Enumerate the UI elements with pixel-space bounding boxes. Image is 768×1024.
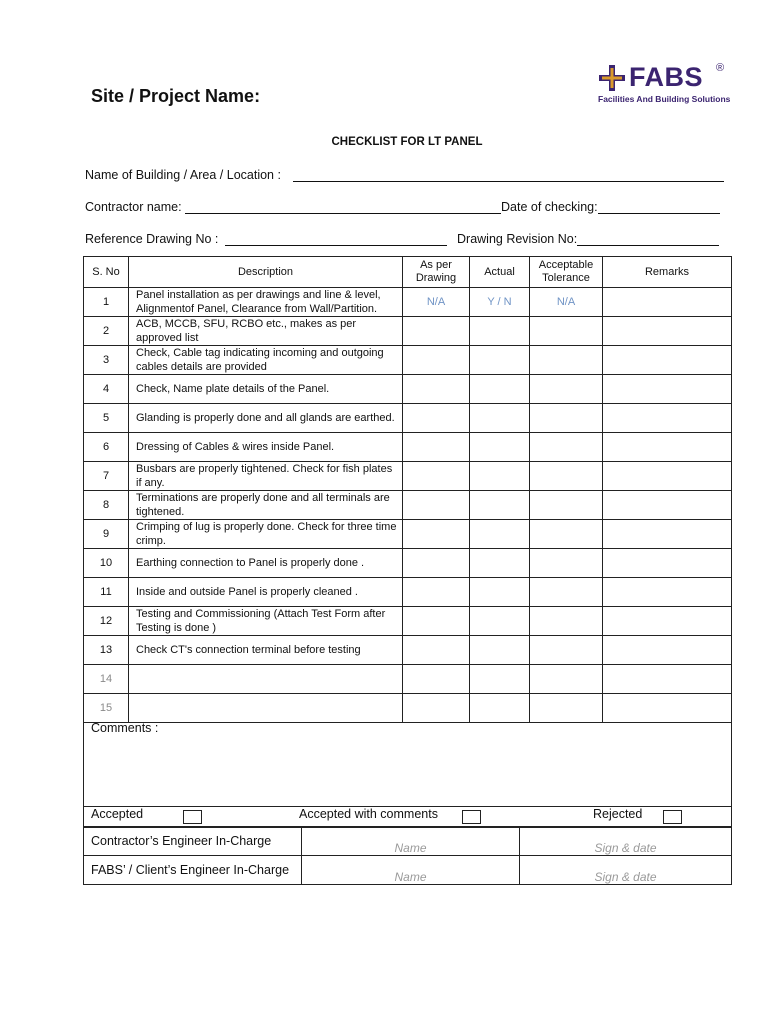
cell-remarks[interactable] [603,665,732,694]
cell-description: Check, Name plate details of the Panel. [129,375,403,404]
cell-as-per-drawing[interactable] [403,346,470,375]
cell-tolerance[interactable] [530,375,603,404]
cell-remarks[interactable] [603,694,732,723]
cell-as-per-drawing[interactable] [403,433,470,462]
cell-as-per-drawing[interactable] [403,578,470,607]
cell-sno: 3 [84,346,129,375]
checklist-table [83,256,732,723]
cell-actual[interactable] [470,404,530,433]
cell-description: Check, Cable tag indicating incoming and outgoing cables details are provided [129,346,403,375]
cell-actual[interactable] [470,694,530,723]
cell-description: Busbars are properly tightened. Check for fish plates if any. [129,462,403,491]
table-row [84,578,732,607]
reference-drawing-field[interactable] [225,245,447,246]
cell-actual[interactable] [470,665,530,694]
cell-actual[interactable] [470,607,530,636]
table-row [84,375,732,404]
cell-sno: 2 [84,317,129,346]
cell-actual[interactable] [470,578,530,607]
cell-sno: 14 [84,665,129,694]
accepted-with-comments-checkbox[interactable] [462,810,481,824]
reference-drawing-label: Reference Drawing No : [85,232,219,246]
cell-actual[interactable] [470,491,530,520]
cell-sno: 5 [84,404,129,433]
cell-actual[interactable] [470,462,530,491]
cell-as-per-drawing[interactable] [403,694,470,723]
signoff-role: Contractor’s Engineer In-Charge [84,827,302,856]
cell-description: ACB, MCCB, SFU, RCBO etc., makes as per approved list [129,317,403,346]
table-row [84,317,732,346]
signoff-sign-date-field[interactable]: Sign & date [520,827,732,856]
cell-remarks[interactable] [603,520,732,549]
cell-tolerance[interactable] [530,578,603,607]
cell-tolerance[interactable] [530,694,603,723]
cell-description: Earthing connection to Panel is properly done . [129,549,403,578]
table-row [84,636,732,665]
signoff-role: FABS’ / Client’s Engineer In-Charge [84,856,302,885]
cell-tolerance[interactable] [530,491,603,520]
cell-tolerance[interactable] [530,607,603,636]
logo-wordmark: FABS [629,62,704,92]
cell-description: Dressing of Cables & wires inside Panel. [129,433,403,462]
cell-description [129,665,403,694]
cell-remarks[interactable] [603,317,732,346]
cell-remarks[interactable] [603,288,732,317]
table-row [84,665,732,694]
cell-as-per-drawing[interactable] [403,520,470,549]
table-row [84,694,732,723]
date-of-checking-field[interactable] [598,213,720,214]
cell-actual[interactable] [470,375,530,404]
cell-description: Crimping of lug is properly done. Check for three time crimp. [129,520,403,549]
cell-remarks[interactable] [603,491,732,520]
drawing-revision-label: Drawing Revision No: [457,232,578,246]
accepted-label: Accepted [91,807,144,821]
drawing-revision-field[interactable] [577,245,719,246]
cell-sno: 10 [84,549,129,578]
cell-sno: 11 [84,578,129,607]
table-row [84,288,732,317]
header-remarks: Remarks [603,257,732,288]
document-title: CHECKLIST FOR LT PANEL [331,136,483,148]
cell-sno: 8 [84,491,129,520]
cell-tolerance[interactable] [530,462,603,491]
cell-description: Testing and Commissioning (Attach Test Form after Testing is done ) [129,607,403,636]
cell-description: Inside and outside Panel is properly cleaned . [129,578,403,607]
table-row [84,433,732,462]
cell-actual[interactable] [470,433,530,462]
cell-actual[interactable] [470,520,530,549]
fabs-cross-icon [598,64,626,92]
cell-remarks[interactable] [603,607,732,636]
cell-sno: 6 [84,433,129,462]
cell-description [129,694,403,723]
comments-box[interactable] [83,720,732,807]
cell-actual[interactable] [470,317,530,346]
signoff-row-client [84,856,732,885]
fabs-logo [598,62,730,112]
header-description: Description [129,257,403,288]
cell-as-per-drawing[interactable]: N/A [403,288,470,317]
contractor-name-label: Contractor name: [85,200,182,214]
building-location-label: Name of Building / Area / Location : [85,168,281,182]
cell-remarks[interactable] [603,375,732,404]
cell-description: Panel installation as per drawings and line & level, Alignmentof Panel, Clearance from Wall/Partition. [129,288,403,317]
header-sno: S. No [84,257,129,288]
site-project-name-label: Site / Project Name: [91,86,261,106]
building-location-field[interactable] [293,181,724,182]
cell-remarks[interactable] [603,433,732,462]
accepted-checkbox[interactable] [183,810,202,824]
cell-tolerance[interactable] [530,665,603,694]
table-row [84,346,732,375]
cell-description: Glanding is properly done and all glands are earthed. [129,404,403,433]
cell-as-per-drawing[interactable] [403,549,470,578]
cell-as-per-drawing[interactable] [403,317,470,346]
cell-remarks[interactable] [603,462,732,491]
cell-as-per-drawing[interactable] [403,491,470,520]
cell-actual[interactable] [470,346,530,375]
cell-remarks[interactable] [603,636,732,665]
header-tolerance: Acceptable Tolerance [530,257,603,288]
cell-sno: 7 [84,462,129,491]
header-as-per-drawing: As per Drawing [403,257,470,288]
signoff-name-field[interactable]: Name [302,856,520,885]
cell-sno: 12 [84,607,129,636]
cell-remarks[interactable] [603,346,732,375]
cell-tolerance[interactable] [530,433,603,462]
cell-tolerance[interactable] [530,404,603,433]
cell-description: Terminations are properly done and all terminals are tightened. [129,491,403,520]
signoff-table [83,826,732,885]
cell-as-per-drawing[interactable] [403,404,470,433]
cell-actual[interactable]: Y / N [470,288,530,317]
cell-as-per-drawing[interactable] [403,375,470,404]
rejected-label: Rejected [593,807,643,821]
cell-sno: 9 [84,520,129,549]
table-header-row [84,257,732,288]
header-actual: Actual [470,257,530,288]
cell-sno: 1 [84,288,129,317]
accepted-with-comments-label: Accepted with comments [299,807,438,821]
cell-description: Check CT's connection terminal before testing [129,636,403,665]
contractor-name-field[interactable] [185,213,501,214]
table-row [84,462,732,491]
cell-as-per-drawing[interactable] [403,636,470,665]
cell-as-per-drawing[interactable] [403,607,470,636]
comments-label: Comments : [91,721,159,735]
cell-remarks[interactable] [603,578,732,607]
cell-remarks[interactable] [603,549,732,578]
cell-as-per-drawing[interactable] [403,665,470,694]
cell-sno: 4 [84,375,129,404]
cell-actual[interactable] [470,549,530,578]
cell-tolerance[interactable]: N/A [530,288,603,317]
rejected-checkbox[interactable] [663,810,682,824]
table-row [84,404,732,433]
signoff-row-contractor [84,827,732,856]
registered-mark: ® [716,62,725,74]
cell-tolerance[interactable] [530,636,603,665]
signoff-sign-date-field[interactable]: Sign & date [520,856,732,885]
cell-actual[interactable] [470,636,530,665]
cell-tolerance[interactable] [530,317,603,346]
date-of-checking-label: Date of checking: [501,200,598,214]
cell-sno: 13 [84,636,129,665]
cell-remarks[interactable] [603,404,732,433]
cell-sno: 15 [84,694,129,723]
cell-tolerance[interactable] [530,346,603,375]
signoff-name-field[interactable]: Name [302,827,520,856]
table-row [84,549,732,578]
table-row [84,520,732,549]
logo-subtitle: Facilities And Building Solutions [598,94,731,104]
cell-tolerance[interactable] [530,549,603,578]
cell-as-per-drawing[interactable] [403,462,470,491]
table-row [84,491,732,520]
table-row [84,607,732,636]
cell-tolerance[interactable] [530,520,603,549]
